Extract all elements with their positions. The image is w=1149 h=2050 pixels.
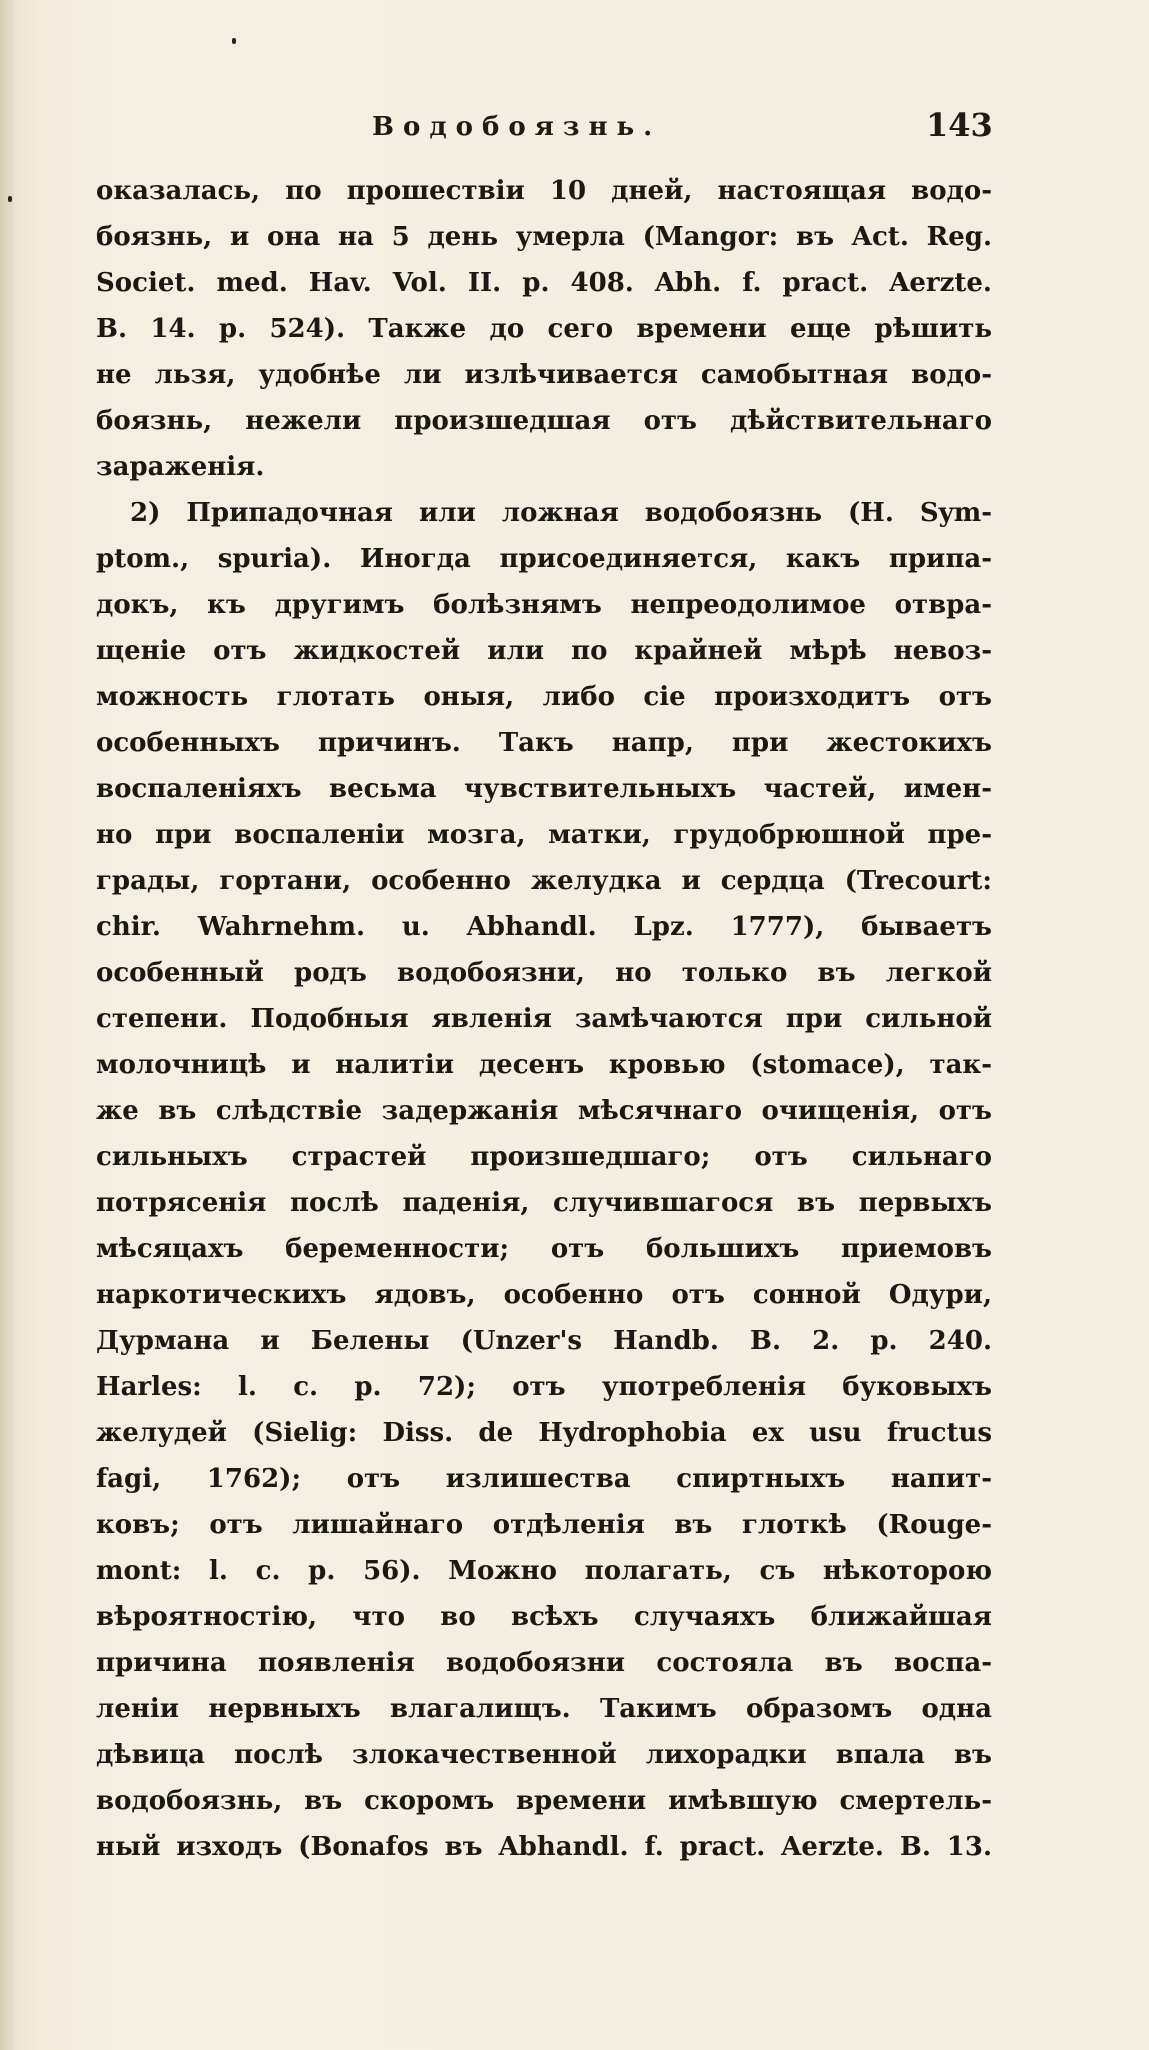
text-line: ный изходъ (Bonafos въ Abhandl. f. pract. Aerzte. B. 13. bbox=[96, 1832, 992, 1862]
page-number: 143 bbox=[926, 106, 993, 144]
text-line: можность глотать оныя, либо сіе произходитъ отъ bbox=[96, 682, 992, 712]
text-line: mont: l. c. p. 56). Можно полагать, съ нѣкоторою bbox=[96, 1556, 992, 1586]
ink-speck bbox=[8, 196, 12, 202]
text-line: Harles: l. c. p. 72); отъ употребленія буковыхъ bbox=[96, 1372, 992, 1402]
ink-speck bbox=[232, 38, 236, 44]
text-line: но при воспаленіи мозга, матки, грудобрюшной пре- bbox=[96, 820, 992, 850]
text-line: докъ, къ другимъ болѣзнямъ непреодолимое отвра- bbox=[96, 590, 992, 620]
text-line: особенный родъ водобоязни, но только въ легкой bbox=[96, 958, 992, 988]
text-line: Дурмана и Белены (Unzer's Handb. B. 2. p. 240. bbox=[96, 1326, 992, 1356]
text-line: водобоязнь, въ скоромъ времени имѣвшую смертель- bbox=[96, 1786, 992, 1816]
text-line: мѣсяцахъ беременности; отъ большихъ приемовъ bbox=[96, 1234, 992, 1264]
text-line: потрясенія послѣ паденія, случившагося въ первыхъ bbox=[96, 1188, 992, 1218]
text-line: причина появленія водобоязни состояла въ воспа- bbox=[96, 1648, 992, 1678]
text-line: желудей (Sielig: Diss. de Hydrophobia ex usu fructus bbox=[96, 1418, 992, 1448]
text-line: боязнь, нежели произшедшая отъ дѣйствительнаго bbox=[96, 406, 992, 436]
text-line: не льзя, удобнѣе ли излѣчивается самобытная водо- bbox=[96, 360, 992, 390]
text-line: 2) Припадочная или ложная водобоязнь (H. Sym- bbox=[130, 498, 992, 528]
text-line: грады, гортани, особенно желудка и сердца (Trecourt: bbox=[96, 866, 992, 896]
text-line: ковъ; отъ лишайнаго отдѣленія въ глоткѣ (Rouge- bbox=[96, 1510, 992, 1540]
text-line: B. 14. p. 524). Также до сего времени еще рѣшить bbox=[96, 314, 992, 344]
text-line: вѣроятностію, что во всѣхъ случаяхъ ближайшая bbox=[96, 1602, 992, 1632]
text-line: наркотическихъ ядовъ, особенно отъ сонной Одури, bbox=[96, 1280, 992, 1310]
text-line: Societ. med. Hav. Vol. II. p. 408. Abh. f. pract. Aerzte. bbox=[96, 268, 992, 298]
page-edge-shadow bbox=[0, 0, 14, 2050]
text-line: щеніе отъ жидкостей или по крайней мѣрѣ невоз- bbox=[96, 636, 992, 666]
text-line: особенныхъ причинъ. Такъ напр, при жестокихъ bbox=[96, 728, 992, 758]
text-line: зараженія. bbox=[96, 452, 265, 482]
text-line: воспаленіяхъ весьма чувствительныхъ частей, имен- bbox=[96, 774, 992, 804]
text-line: степени. Подобныя явленія замѣчаются при сильной bbox=[96, 1004, 992, 1034]
text-line: молочницѣ и налитіи десенъ кровью (stomace), так- bbox=[96, 1050, 992, 1080]
page-header bbox=[0, 106, 1149, 152]
text-line: сильныхъ страстей произшедшаго; отъ сильнаго bbox=[96, 1142, 992, 1172]
text-line: леніи нервныхъ влагалищъ. Такимъ образомъ одна bbox=[96, 1694, 992, 1724]
text-line: дѣвица послѣ злокачественной лихорадки впала въ bbox=[96, 1740, 992, 1770]
text-line: оказалась, по прошествіи 10 дней, настоящая водо- bbox=[96, 176, 992, 206]
text-line: chir. Wahrnehm. u. Abhandl. Lpz. 1777), бываетъ bbox=[96, 912, 992, 942]
text-line: fagi, 1762); отъ излишества спиртныхъ напит- bbox=[96, 1464, 992, 1494]
text-line: же въ слѣдствіе задержанія мѣсячнаго очищенія, отъ bbox=[96, 1096, 992, 1126]
running-head: Водобоязнь. bbox=[372, 112, 662, 142]
body-text bbox=[96, 168, 992, 1870]
text-line: боязнь, и она на 5 день умерла (Mangor: въ Act. Reg. bbox=[96, 222, 992, 252]
text-line: ptom., spuria). Иногда присоединяется, какъ припа- bbox=[96, 544, 992, 574]
